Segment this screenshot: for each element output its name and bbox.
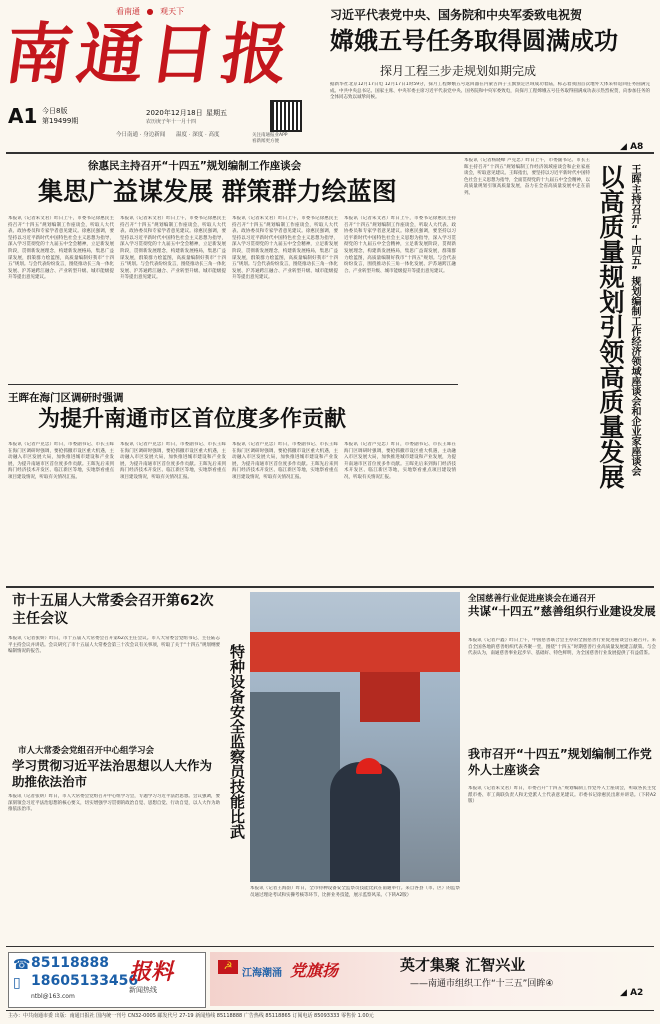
npc-story-headline: 市十五届人大常委会召开第62次主任会议: [12, 593, 214, 627]
qr-caption-1: 关注南通报业APP: [252, 133, 288, 138]
lead-story-body-col-1: 本报讯（记者朱文君）昨日上午，市委书记徐惠民主持召开“十四五”规划编制工作座谈会，听取人大代表、政协委员和专家学者意见建议。徐惠民强调，要坚持以习近平新时代中国特色社会主义思想为指导，深入学习贯彻党的十九届五中全会精神，立足新发展阶段，贯彻新发展理念，构建新发展格局，集思广益谋发展，群策群力绘蓝图，高质量编制好我市“十四五”规划。与会代表纷纷发言，围绕推动长三角一体化发展、沪苏通跨江融合、产业转型升级、城市能级提升等提出意见建议。: [8, 216, 114, 281]
top-news-headline: 嫦娥五号任务取得圆满成功: [330, 27, 618, 55]
crane-girder-shape: [250, 632, 460, 672]
banner-subhead: ——南通市组织工作“十三五”回眸④: [410, 979, 554, 989]
photo-vertical-title: 特种设备安全监察员技能比武: [228, 644, 246, 839]
ad-brand: 报料: [129, 960, 174, 985]
district-story-headline: 为提升南通市区首位度多作贡献: [38, 407, 347, 432]
masthead-lunar: 农历庚子年十一月十四: [146, 119, 197, 125]
npc-story: [8, 592, 222, 740]
united-front-headline: 我市召开“十四五”规划编制工作党外人士座谈会: [468, 747, 652, 777]
mobile-icon: ▯: [13, 975, 21, 991]
ad-hotline-label: 新闻热线: [129, 986, 157, 994]
side-story-body: 本报讯（记者杨晓峰 卢克忠）昨日上午，市委副书记、市长王晖主持召开“十四五”规划编制工作经济领域座谈会和企业家座谈会，听取意见建议。王晖指出，要坚持以习近平新时代中国特色社会主义思想为指导，全面贯彻党的十九届五中全会精神，以高质量规划引领高质量发展，奋力在全省高质量发展中走在前列。: [464, 158, 590, 196]
news-photo: [250, 592, 460, 882]
banner-tag-script: 党旗扬: [290, 961, 339, 980]
study-story-kicker: 市人大常委会党组召开中心组学习会: [18, 746, 155, 756]
building-shape: [250, 692, 340, 882]
footer-imprint: 主办：中共南通市委 出版：南通日报社 国内统一刊号 CN32-0005 邮发代号 27-19 新闻热线 85118888 广告热线 85118865 订阅电话 85093333 零售价 1.00元: [8, 1013, 374, 1019]
masthead-weekday: 星期五: [206, 109, 227, 117]
charity-story-body: 本报讯（记者卢鑫）昨日上午，中国慈善联合会主办的全国慈善行业促进座谈会在通召开。来自全国各地的慈善组织代表齐聚一堂，围绕“十四五”时期慈善行业高质量发展建言献策。与会代表认为，南通慈善事业起步早、基础好、特色鲜明，为全国慈善行业发展提供了有益借鉴。: [468, 638, 656, 657]
top-news: [330, 4, 656, 154]
ad-phone-1: 85118888: [31, 955, 109, 971]
lead-story-headline: 集思广益谋发展 群策群力绘蓝图: [38, 177, 397, 206]
side-story-headline: 以高质量规划引领高质量发展: [596, 164, 625, 489]
lead-divider: [8, 384, 458, 385]
lead-story: [8, 158, 458, 380]
district-story-body-col-4: 本报讯（记者卢克忠）昨日，市委副书记、市长王晖在海门区调研时强调，要抢抓撤市设区重大机遇，主动融入市区发展大局，加快推进城市建设和产业发展，为提升南通市区首位度多作贡献。王晖先后来到海门经济技术开发区、临江新区等地，实地察看重点项目建设情况，听取有关情况汇报。: [344, 442, 456, 480]
top-news-subhead: 探月工程三步走规划如期完成: [380, 64, 537, 78]
charity-story-headline: 共谋“十四五”慈善组织行业建设发展: [468, 604, 656, 618]
issue-number: 第19499期: [42, 117, 79, 125]
phone-icon: ☎: [13, 957, 31, 973]
series-banner: [210, 952, 656, 1006]
inspector-figure: [330, 762, 400, 882]
masthead: [0, 4, 324, 144]
district-story: [8, 388, 458, 584]
banner-tag: 江海潮涌: [242, 968, 282, 979]
pages-label: 今日8版: [42, 107, 68, 115]
united-front-story: [468, 746, 656, 942]
united-front-body: 本报讯（记者朱文君）昨日，市委召开“十四五”规划编制工作党外人士座谈会，听取各民主党派市委、市工商联负责人和无党派人士代表意见建议。市委书记徐惠民出席并讲话。（下转A2版）: [468, 786, 656, 805]
footer-rule: [6, 1010, 654, 1011]
lead-story-body-col-3: 本报讯（记者朱文君）昨日上午，市委书记徐惠民主持召开“十四五”规划编制工作座谈会，听取人大代表、政协委员和专家学者意见建议。徐惠民强调，要坚持以习近平新时代中国特色社会主义思想为指导，深入学习贯彻党的十九届五中全会精神，立足新发展阶段，贯彻新发展理念，构建新发展格局，集思广益谋发展，群策群力绘蓝图，高质量编制好我市“十四五”规划。与会代表纷纷发言，围绕推动长三角一体化发展、沪苏通跨江融合、产业转型升级、城市能级提升等提出意见建议。: [232, 216, 338, 281]
slogan-1: 看南通: [116, 7, 140, 16]
section-label: A1: [8, 104, 38, 128]
lead-story-body-col-4: 本报讯（记者朱文君）昨日上午，市委书记徐惠民主持召开“十四五”规划编制工作座谈会，听取人大代表、政协委员和专家学者意见建议。徐惠民强调，要坚持以习近平新时代中国特色社会主义思想为指导，深入学习贯彻党的十九届五中全会精神，立足新发展阶段，贯彻新发展理念，构建新发展格局，集思广益谋发展，群策群力绘蓝图，高质量编制好我市“十四五”规划。与会代表纷纷发言，围绕推动长三角一体化发展、沪苏通跨江融合、产业转型升级、城市能级提升等提出意见建议。: [344, 216, 456, 274]
top-news-kicker: 习近平代表党中央、国务院和中央军委致电祝贺: [330, 8, 583, 22]
top-news-page-ref-label: A8: [630, 142, 644, 152]
slogan-dot: ●: [146, 7, 154, 16]
masthead-date: 2020年12月18日: [146, 109, 203, 117]
charity-story-kicker: 全国慈善行业促进座谈会在通召开: [468, 594, 596, 604]
top-news-page-ref: [620, 142, 643, 152]
top-news-body: 据新华社北京12月17日电 12月17日1时59分，探月工程嫦娥五号返回器在内蒙古四子王旗预定区域成功着陆，标志着我国首次地外天体采样返回任务圆满完成。中共中央总书记、国家主席、中央军委主席习近平代表党中央、国务院和中央军委致电，向探月工程嫦娥五号任务取得圆满成功表示热烈祝贺，向参加任务的全体同志致以诚挚问候。: [330, 82, 650, 101]
side-story-kicker: 王晖主持召开“十四五”规划编制工作经济领域座谈会和企业家座谈会: [629, 164, 640, 476]
motto-line-2: 温度 · 深度 · 高度: [176, 132, 220, 138]
study-story: [8, 744, 222, 942]
bottom-divider: [6, 946, 654, 947]
ad-phone-2: 18605133456: [31, 973, 139, 989]
district-story-body-col-1: 本报讯（记者卢克忠）昨日，市委副书记、市长王晖在海门区调研时强调，要抢抓撤市设区重大机遇，主动融入市区发展大局，加快推进城市建设和产业发展，为提升南通市区首位度多作贡献。王晖先后来到海门经济技术开发区、临江新区等地，实地察看重点项目建设情况，听取有关情况汇报。: [8, 442, 114, 480]
district-story-body-col-2: 本报讯（记者卢克忠）昨日，市委副书记、市长王晖在海门区调研时强调，要抢抓撤市设区重大机遇，主动融入市区发展大局，加快推进城市建设和产业发展，为提升南通市区首位度多作贡献。王晖先后来到海门经济技术开发区、临江新区等地，实地察看重点项目建设情况，听取有关情况汇报。: [120, 442, 226, 480]
arrow-icon: ◢: [620, 142, 627, 152]
masthead-divider: [6, 152, 654, 154]
paper-name-logo: 南通日报: [0, 15, 300, 93]
arrow-icon: ◢: [620, 988, 627, 998]
lead-story-body-col-2: 本报讯（记者朱文君）昨日上午，市委书记徐惠民主持召开“十四五”规划编制工作座谈会，听取人大代表、政协委员和专家学者意见建议。徐惠民强调，要坚持以习近平新时代中国特色社会主义思想为指导，深入学习贯彻党的十九届五中全会精神，立足新发展阶段，贯彻新发展理念，构建新发展格局，集思广益谋发展，群策群力绘蓝图，高质量编制好我市“十四五”规划。与会代表纷纷发言，围绕推动长三角一体化发展、沪苏通跨江融合、产业转型升级、城市能级提升等提出意见建议。: [120, 216, 226, 281]
mid-divider: [6, 586, 654, 588]
npc-story-body: 本报讯（记者张妍）昨日，市十五届人大常委会召开第62次主任会议。市人大常委会党组书记、主任陆志平主持会议并讲话。会议研究了市十五届人大常委会第三十次会议有关事项，听取了关于“十四五”规划纲要编制情况的报告。: [8, 636, 220, 655]
charity-story: [468, 592, 656, 742]
photo-feature: [228, 592, 462, 942]
ad-email: ntbl@163.com: [31, 993, 75, 1000]
study-story-body: 本报讯（记者张妍）昨日，市人大常委会党组召开中心组学习会，专题学习习近平法治思想。会议强调，要深刻领会习近平法治思想的核心要义，切实增强学习贯彻的政治自觉、思想自觉、行动自觉，以人大作为助推依法治市。: [8, 794, 220, 813]
lead-story-kicker: 徐惠民主持召开“十四五”规划编制工作座谈会: [88, 160, 302, 172]
district-story-body-col-3: 本报讯（记者卢克忠）昨日，市委副书记、市长王晖在海门区调研时强调，要抢抓撤市设区重大机遇，主动融入市区发展大局，加快推进城市建设和产业发展，为提升南通市区首位度多作贡献。王晖先后来到海门经济技术开发区、临江新区等地，实地察看重点项目建设情况，听取有关情况汇报。: [232, 442, 338, 480]
photo-caption: 本报讯（记者王海韵）昨日，全市特种设备安全监察员技能比武在南通举行。来自各县（市、区）的监察员通过理论考试和实操考核等环节，比拼业务技能，展示监察风采。（下转A2版）: [250, 886, 460, 898]
hardhat-shape: [356, 758, 382, 774]
qr-code-icon: [270, 100, 302, 132]
side-story: [464, 158, 656, 578]
motto-line-1: 今日南通 · 身边新闻: [116, 132, 166, 138]
banner-page-ref: [620, 988, 643, 998]
study-story-headline: 学习贯彻习近平法治思想以人大作为助推依法治市: [12, 758, 213, 789]
qr-caption-2: 看新闻更方便: [252, 139, 279, 144]
crane-hoist-shape: [360, 672, 420, 722]
district-story-kicker: 王晖在海门区调研时强调: [8, 392, 124, 404]
tip-line-ad: [8, 952, 206, 1008]
party-flag-icon: ☭: [218, 960, 238, 974]
banner-headline: 英才集聚 汇智兴业: [400, 956, 526, 974]
banner-page-ref-label: A2: [630, 988, 644, 998]
slogan-2: 观天下: [160, 7, 185, 16]
